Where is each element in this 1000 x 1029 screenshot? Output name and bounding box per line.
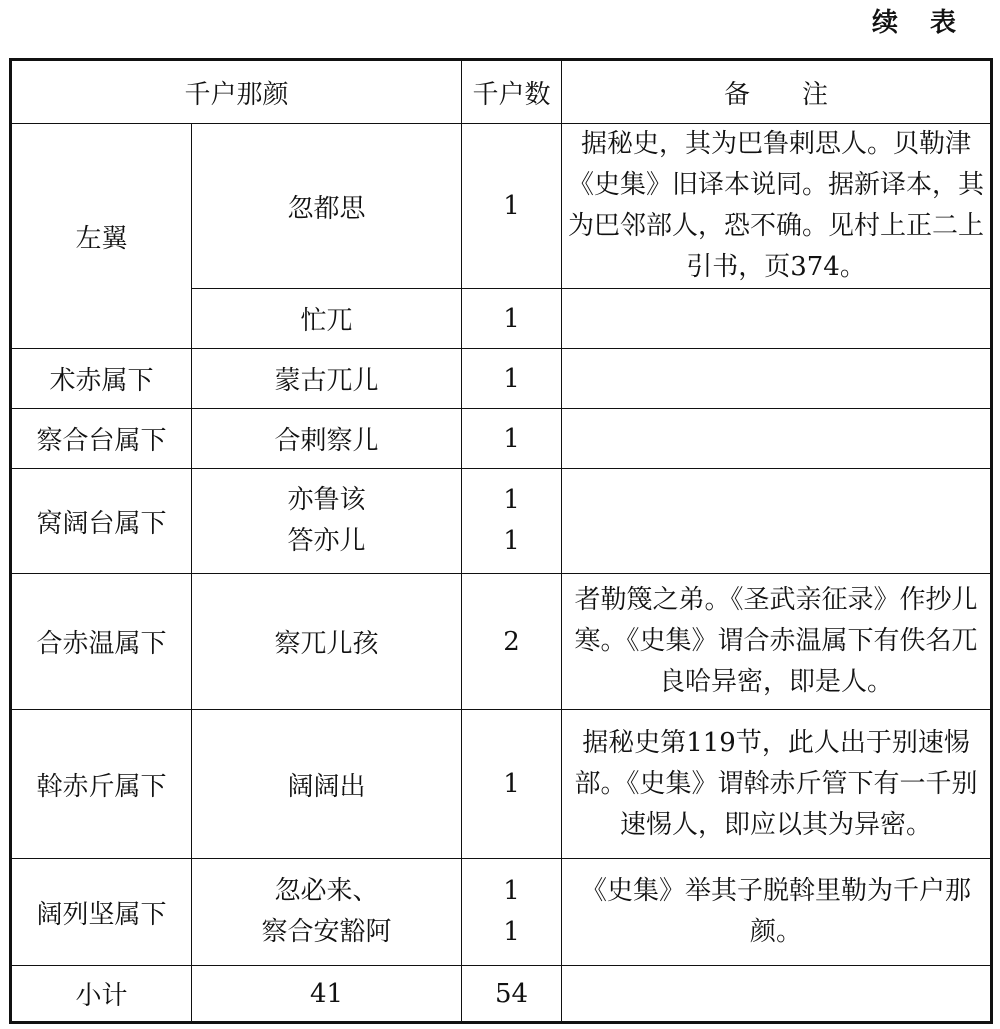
household-count: 1 <box>503 485 520 515</box>
household-count: 1 <box>503 526 520 556</box>
subtotal-count-total: 54 <box>462 966 562 1023</box>
household-count: 1 <box>503 917 520 947</box>
note-cell <box>562 966 992 1023</box>
table-row <box>11 409 992 469</box>
subtotal-label: 小计 <box>11 966 192 1023</box>
table-row <box>11 124 992 289</box>
household-count: 1 <box>462 349 562 409</box>
noyan-name: 答亦儿 <box>287 526 366 556</box>
note-cell: 据秘史，其为巴鲁剌思人。贝勒津《史集》旧译本说同。据新译本，其为巴邻部人，恐不确。见村上正二上引书，页374。 <box>562 124 992 289</box>
note-cell: 《史集》举其子脱斡里勒为千户那颜。 <box>562 859 992 966</box>
group-label: 术赤属下 <box>11 349 192 409</box>
group-label: 左翼 <box>11 124 192 349</box>
thousand-households-table <box>9 58 993 1024</box>
table-row <box>11 469 992 574</box>
table-row <box>11 349 992 409</box>
group-label: 察合台属下 <box>11 409 192 469</box>
household-count: 2 <box>462 574 562 710</box>
noyan-name: 亦鲁该 <box>287 485 366 515</box>
header-count: 千户数 <box>462 60 562 124</box>
table-row <box>11 859 992 966</box>
household-count: 1 <box>503 876 520 906</box>
note-cell <box>562 469 992 574</box>
header-row <box>11 60 992 124</box>
note-cell <box>562 349 992 409</box>
noyan-name-stack <box>192 469 462 574</box>
table-row <box>11 710 992 859</box>
household-count: 1 <box>462 710 562 859</box>
noyan-name: 合剌察儿 <box>192 409 462 469</box>
noyan-name: 忽必来、 <box>274 876 379 906</box>
note-cell <box>562 409 992 469</box>
group-label: 合赤温属下 <box>11 574 192 710</box>
noyan-name: 阔阔出 <box>192 710 462 859</box>
noyan-name: 忽都思 <box>192 124 462 289</box>
group-label: 斡赤斤属下 <box>11 710 192 859</box>
table-row <box>11 574 992 710</box>
note-cell: 者勒篾之弟。《圣武亲征录》作抄儿寒。《史集》谓合赤温属下有佚名兀良哈异密，即是人。 <box>562 574 992 710</box>
household-count: 1 <box>462 409 562 469</box>
note-cell: 据秘史第119节，此人出于别速惕部。《史集》谓斡赤斤管下有一千别速惕人，即应以其为异密。 <box>562 710 992 859</box>
noyan-name: 忙兀 <box>192 289 462 349</box>
noyan-name: 察兀儿孩 <box>192 574 462 710</box>
continued-label: 续表 <box>872 8 989 38</box>
subtotal-row <box>11 966 992 1023</box>
noyan-name: 蒙古兀儿 <box>192 349 462 409</box>
household-count-stack <box>462 859 562 966</box>
subtotal-name-total: 41 <box>192 966 462 1023</box>
header-note: 备 注 <box>562 60 992 124</box>
noyan-name-stack <box>192 859 462 966</box>
household-count: 1 <box>462 289 562 349</box>
note-cell <box>562 289 992 349</box>
group-label: 阔列坚属下 <box>11 859 192 966</box>
noyan-name: 察合安豁阿 <box>261 917 392 947</box>
household-count: 1 <box>462 124 562 289</box>
group-label: 窝阔台属下 <box>11 469 192 574</box>
header-name: 千户那颜 <box>11 60 462 124</box>
household-count-stack <box>462 469 562 574</box>
